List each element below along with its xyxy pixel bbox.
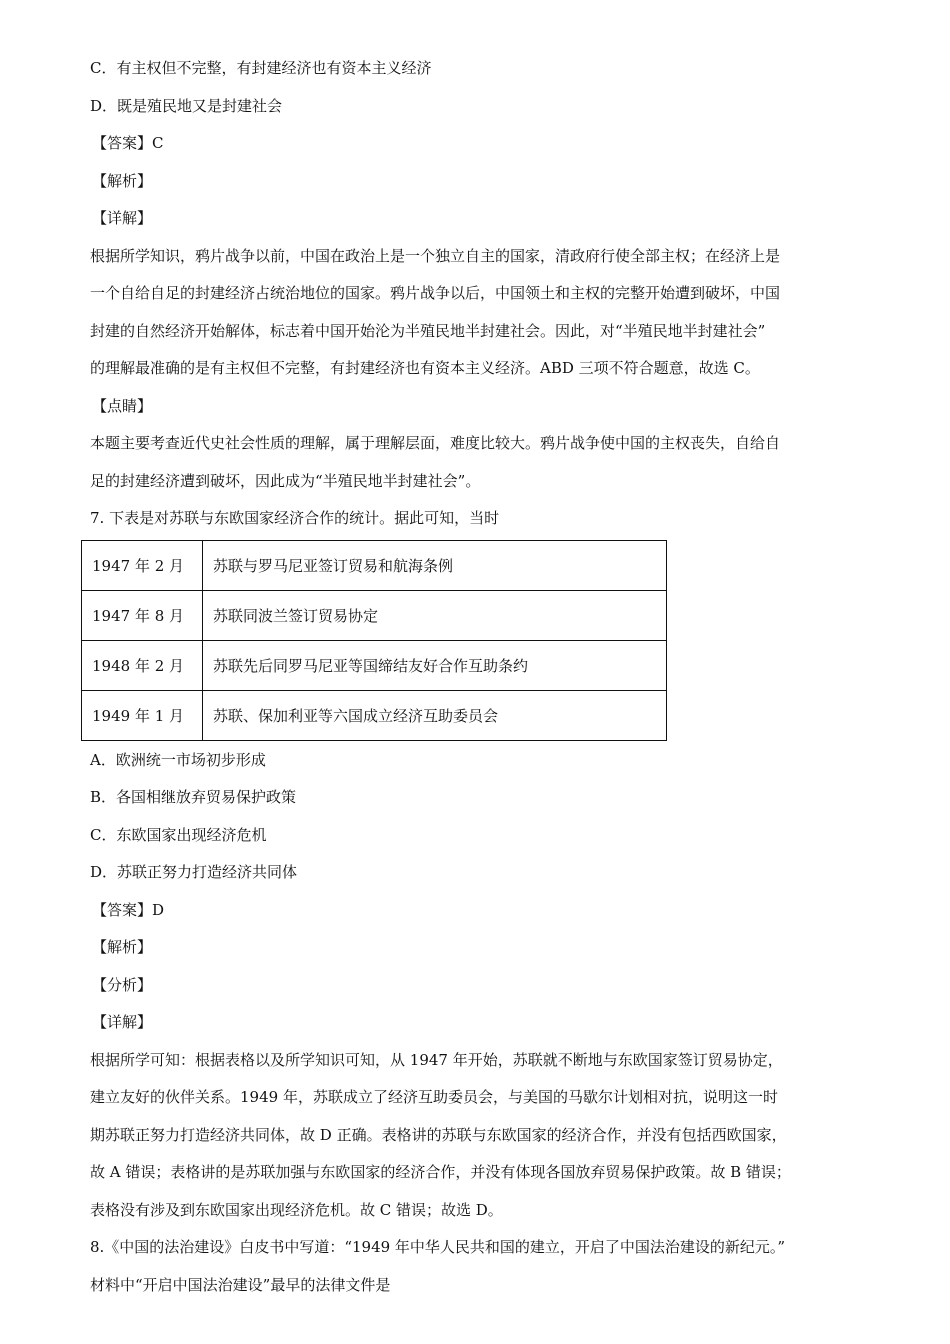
- q7-detail-line: 表格没有涉及到东欧国家出现经济危机。故 C 错误；故选 D。: [90, 1200, 503, 1219]
- q7-option-c: C．东欧国家出现经济危机: [90, 825, 267, 844]
- q6-analysis-heading: 【解析】: [92, 171, 153, 190]
- q7-detail-heading: 【详解】: [92, 1013, 153, 1031]
- table-row: [82, 590, 667, 640]
- q6-comment-heading: 【点睛】: [92, 396, 153, 415]
- q7-statistics-table: [81, 540, 667, 741]
- q8-stem-line: 8.《中国的法治建设》白皮书中写道：“1949 年中华人民共和国的建立，开启了中国法治建设的新纪元。”: [90, 1238, 786, 1256]
- q7-analysis-heading: 【解析】: [92, 938, 153, 956]
- q6-comment-line: 本题主要考查近代史社会性质的理解，属于理解层面，难度比较大。鸦片战争使中国的主权丧失，自给自: [90, 434, 781, 452]
- table-cell-event: 苏联与罗马尼亚签订贸易和航海条例: [203, 540, 667, 590]
- q7-option-d: D．苏联正努力打造经济共同体: [90, 863, 298, 881]
- q6-option-d: D．既是殖民地又是封建社会: [90, 96, 283, 115]
- q6-detail-line: 封建的自然经济开始解体，标志着中国开始沦为半殖民地半封建社会。因此，对“半殖民地半封建社会”: [90, 321, 766, 340]
- q7-stem: 7. 下表是对苏联与东欧国家经济合作的统计。据此可知，当时: [90, 509, 500, 527]
- table-cell-event: 苏联同波兰签订贸易协定: [203, 590, 667, 640]
- q6-answer: 【答案】C: [92, 134, 164, 152]
- table-row: [82, 540, 667, 590]
- q6-detail-line: 一个自给自足的封建经济占统治地位的国家。鸦片战争以后，中国领土和主权的完整开始遭到破坏，中国: [90, 284, 781, 302]
- q7-answer: 【答案】D: [92, 900, 165, 919]
- q7-detail-line: 故 A 错误；表格讲的是苏联加强与东欧国家的经济合作，并没有体现各国放弃贸易保护政策。故 B 错误；: [90, 1163, 791, 1181]
- table-row: [82, 640, 667, 690]
- q6-detail-heading: 【详解】: [92, 209, 153, 227]
- table-cell-date: 1949 年 1 月: [82, 690, 203, 740]
- q7-detail-line: 期苏联正努力打造经济共同体，故 D 正确。表格讲的苏联与东欧国家的经济合作，并没有包括西欧国家，: [90, 1125, 787, 1144]
- q8-stem-line: 材料中“开启中国法治建设”最早的法律文件是: [90, 1275, 391, 1294]
- q7-detail-line: 根据所学可知：根据表格以及所学知识可知，从 1947 年开始，苏联就不断地与东欧国家签订贸易协定，: [90, 1050, 783, 1069]
- table-cell-date: 1947 年 8 月: [82, 590, 203, 640]
- q7-detail-line: 建立友好的伙伴关系。1949 年，苏联成立了经济互助委员会，与美国的马歇尔计划相对抗，说明这一时: [90, 1088, 778, 1106]
- q7-option-b: B．各国相继放弃贸易保护政策: [90, 788, 297, 806]
- table-row: [82, 690, 667, 740]
- document-page: [90, 50, 865, 1304]
- q6-detail-line: 的理解最准确的是有主权但不完整，有封建经济也有资本主义经济。ABD 三项不符合题意，故选 C。: [90, 359, 760, 377]
- table-cell-event: 苏联先后同罗马尼亚等国缔结友好合作互助条约: [203, 640, 667, 690]
- q7-breakdown-heading: 【分析】: [92, 975, 153, 994]
- table-cell-date: 1947 年 2 月: [82, 540, 203, 590]
- table-cell-event: 苏联、保加利亚等六国成立经济互助委员会: [203, 690, 667, 740]
- q7-option-a: A．欧洲统一市场初步形成: [90, 750, 266, 769]
- q6-option-c: C．有主权但不完整，有封建经济也有资本主义经济: [90, 59, 432, 77]
- q6-comment-line: 足的封建经济遭到破坏，因此成为“半殖民地半封建社会”。: [90, 471, 481, 490]
- q6-detail-line: 根据所学知识，鸦片战争以前，中国在政治上是一个独立自主的国家，清政府行使全部主权；在经济上是: [90, 246, 781, 265]
- table-cell-date: 1948 年 2 月: [82, 640, 203, 690]
